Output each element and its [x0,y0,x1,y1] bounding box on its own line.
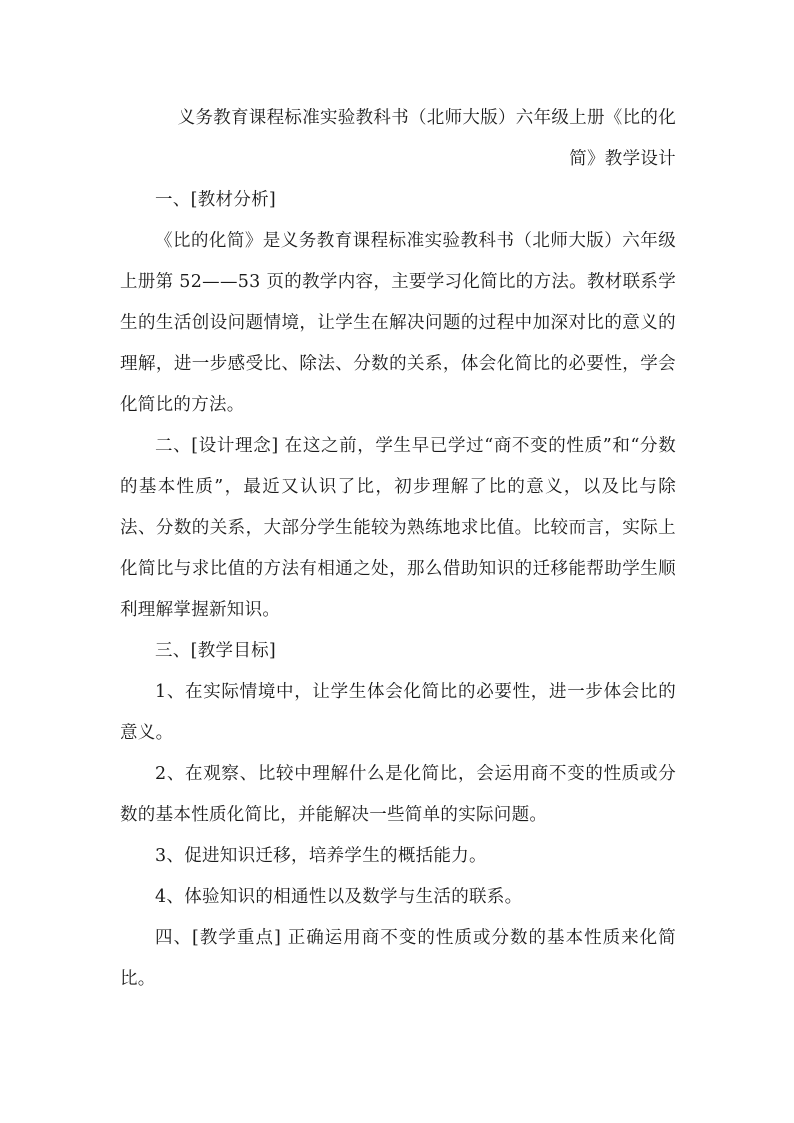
section-heading-material-analysis: 一、[教材分析] [155,190,277,210]
paragraph-teaching-focus: 四、[教学重点] 正确运用商不变的性质或分数的基本性质来化简比。 [120,928,676,989]
paragraph-material-analysis: 《比的化简》是义务教育课程标准实验教科书（北师大版）六年级上册第 52——53 页的教学内容，主要学习化简比的方法。教材联系学生的生活创设问题情境，让学生在解决问题的过程中加深对比的意义的理解，进一步感受比、除法、分数的关系，体会化简比的必要性，学会化简比的方法。 [120,231,676,415]
section-heading-teaching-goals: 三、[教学目标] [155,641,277,661]
document-body [120,98,676,1000]
paragraph-design-concept: 二、[设计理念] 在这之前，学生早已学过“商不变的性质”和“分数的基本性质”，最近又认识了比，初步理解了比的意义，以及比与除法、分数的关系，大部分学生能较为熟练地求比值。比较而言，实际上化简比与求比值的方法有相通之处，那么借助知识的迁移能帮助学生顺利理解掌握新知识。 [120,436,676,620]
goal-item-4: 4、体验知识的相通性以及数学与生活的联系。 [155,887,523,907]
goal-item-1: 1、在实际情境中，让学生体会化简比的必要性，进一步体会比的意义。 [120,682,676,743]
document-title-line-1: 义务教育课程标准实验教科书（北师大版）六年级上册《比的化 [177,108,676,128]
document-title-line-2: 简》教学设计 [569,149,676,169]
goal-item-3: 3、促进知识迁移，培养学生的概括能力。 [155,846,487,866]
goal-item-2: 2、在观察、比较中理解什么是化简比，会运用商不变的性质或分数的基本性质化简比，并能解决一些简单的实际问题。 [120,764,676,825]
